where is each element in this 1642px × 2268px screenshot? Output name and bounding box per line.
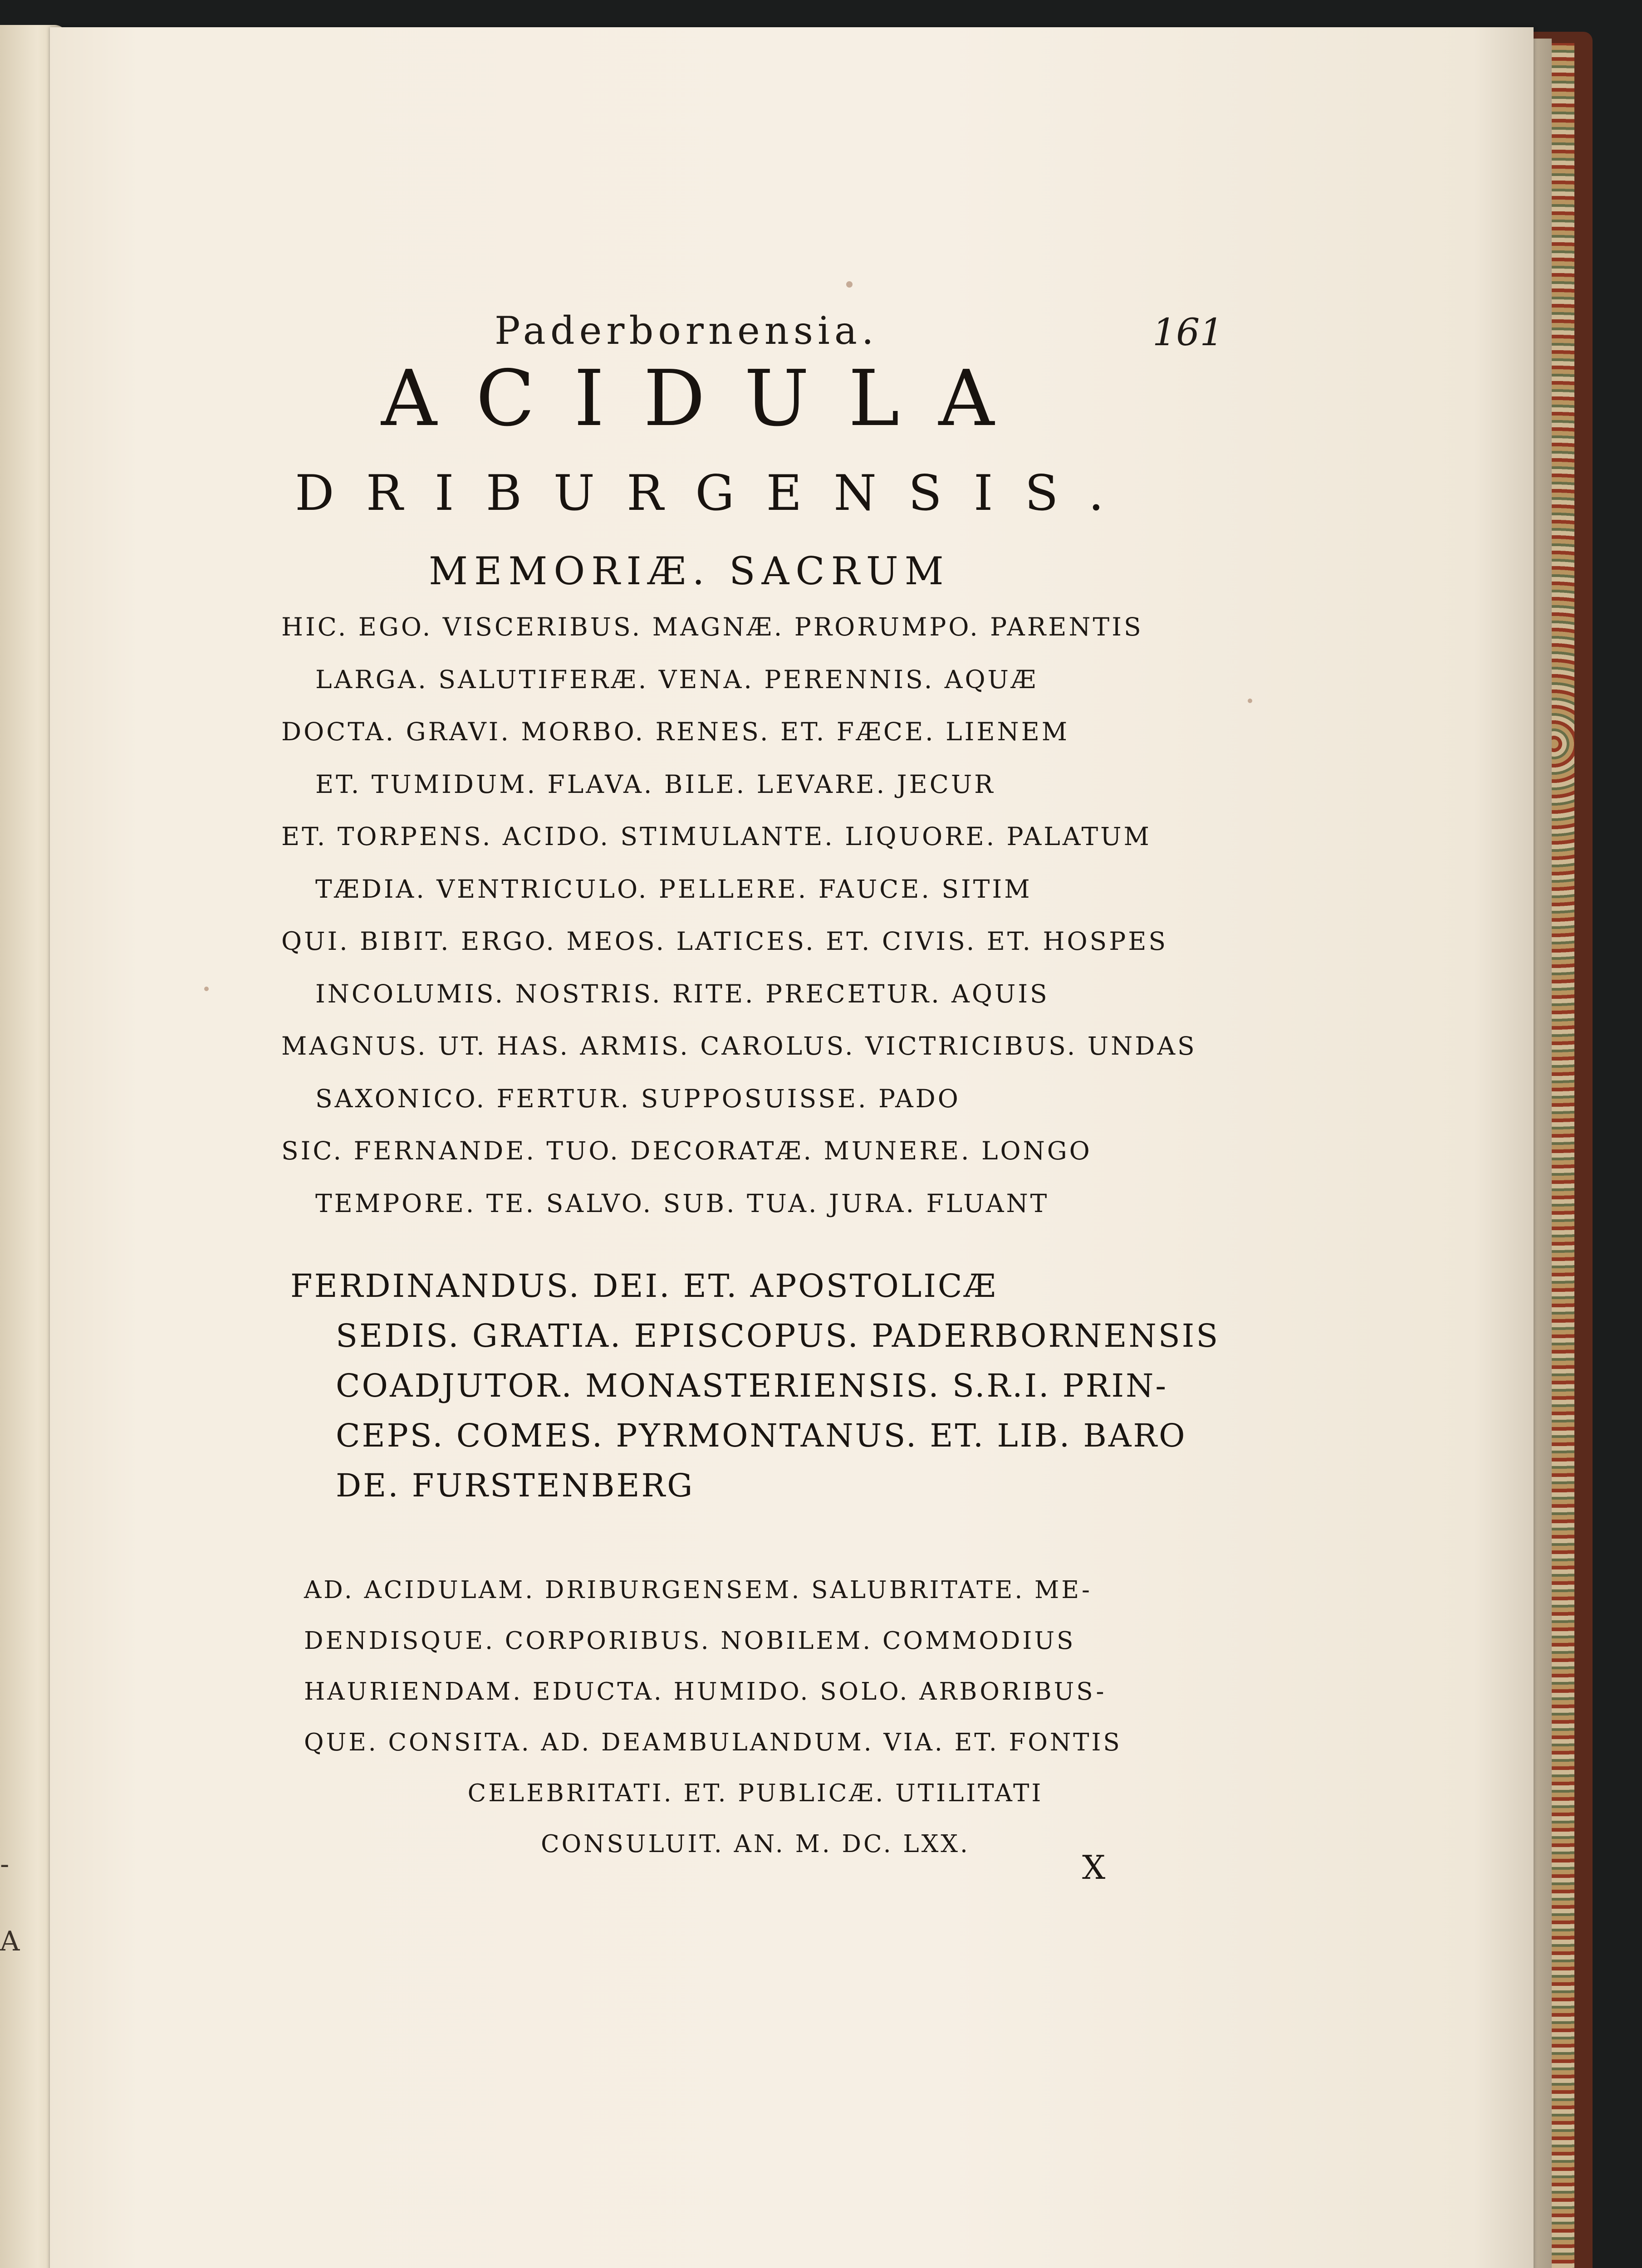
closing-line: DENDISQUE. CORPORIBUS. NOBILEM. COMMODIUS	[304, 1627, 1076, 1655]
running-head: Paderbornensia.	[495, 308, 878, 353]
verse-line: ET. TORPENS. ACIDO. STIMULANTE. LIQUORE. PALATUM	[281, 822, 1152, 851]
dedication-line: COADJUTOR. MONASTERIENSIS. S.R.I. PRIN-	[336, 1367, 1168, 1404]
closing-line: CONSULUIT. AN. M. DC. LXX.	[541, 1830, 970, 1858]
closing-line: QUE. CONSITA. AD. DEAMBULANDUM. VIA. ET. FONTIS	[304, 1729, 1122, 1756]
verse-line: QUI. BIBIT. ERGO. MEOS. LATICES. ET. CIVIS. ET. HOSPES	[281, 927, 1168, 956]
closing-block	[304, 1565, 1234, 1870]
dedication-line: FERDINANDUS. DEI. ET. APOSTOLICÆ	[290, 1267, 998, 1305]
verse-line: SAXONICO. FERTUR. SUPPOSUISSE. PADO	[315, 1084, 961, 1113]
verse-line: SIC. FERNANDE. TUO. DECORATÆ. MUNERE. LONGO	[281, 1136, 1092, 1165]
signature-mark: X	[1082, 1848, 1106, 1887]
dedication-line: DE. FURSTENBERG	[336, 1467, 695, 1504]
verse-line: LARGA. SALUTIFERÆ. VENA. PERENNIS. AQUÆ	[315, 665, 1038, 694]
left-page-fragment: -	[0, 1848, 10, 1880]
verse-line: ET. TUMIDUM. FLAVA. BILE. LEVARE. JECUR	[315, 769, 995, 799]
title-driburgensis: DRIBURGENSIS.	[295, 465, 1136, 522]
verse-line: MAGNUS. UT. HAS. ARMIS. CAROLUS. VICTRICIBUS. UNDAS	[281, 1031, 1197, 1061]
page-number: 161	[1152, 311, 1224, 354]
paper-speck	[846, 281, 853, 288]
dedication-line: SEDIS. GRATIA. EPISCOPUS. PADERBORNENSIS	[336, 1317, 1220, 1354]
closing-line: AD. ACIDULAM. DRIBURGENSEM. SALUBRITATE. ME-	[304, 1576, 1092, 1604]
subtitle-memoriae-sacrum: MEMORIÆ. SACRUM	[429, 549, 950, 593]
paper-speck	[204, 987, 209, 991]
verse-line: INCOLUMIS. NOSTRIS. RITE. PRECETUR. AQUIS	[315, 979, 1049, 1008]
dedication-line: CEPS. COMES. PYRMONTANUS. ET. LIB. BARO	[336, 1417, 1187, 1454]
closing-line: CELEBRITATI. ET. PUBLICÆ. UTILITATI	[467, 1779, 1044, 1807]
paper-speck	[1248, 699, 1252, 703]
inscription-verse	[281, 601, 1234, 1230]
verse-line: TÆDIA. VENTRICULO. PELLERE. FAUCE. SITIM	[315, 874, 1032, 904]
title-acidula: ACIDULA	[381, 354, 1034, 444]
left-page-fragment: A	[0, 1926, 20, 1957]
verse-line: DOCTA. GRAVI. MORBO. RENES. ET. FÆCE. LIENEM	[281, 717, 1070, 746]
verse-line: HIC. EGO. VISCERIBUS. MAGNÆ. PRORUMPO. PARENTIS	[281, 612, 1143, 641]
dedication-block	[290, 1261, 1220, 1510]
closing-line: HAURIENDAM. EDUCTA. HUMIDO. SOLO. ARBORIBUS-	[304, 1678, 1107, 1706]
verse-line: TEMPORE. TE. SALVO. SUB. TUA. JURA. FLUANT	[315, 1188, 1049, 1218]
